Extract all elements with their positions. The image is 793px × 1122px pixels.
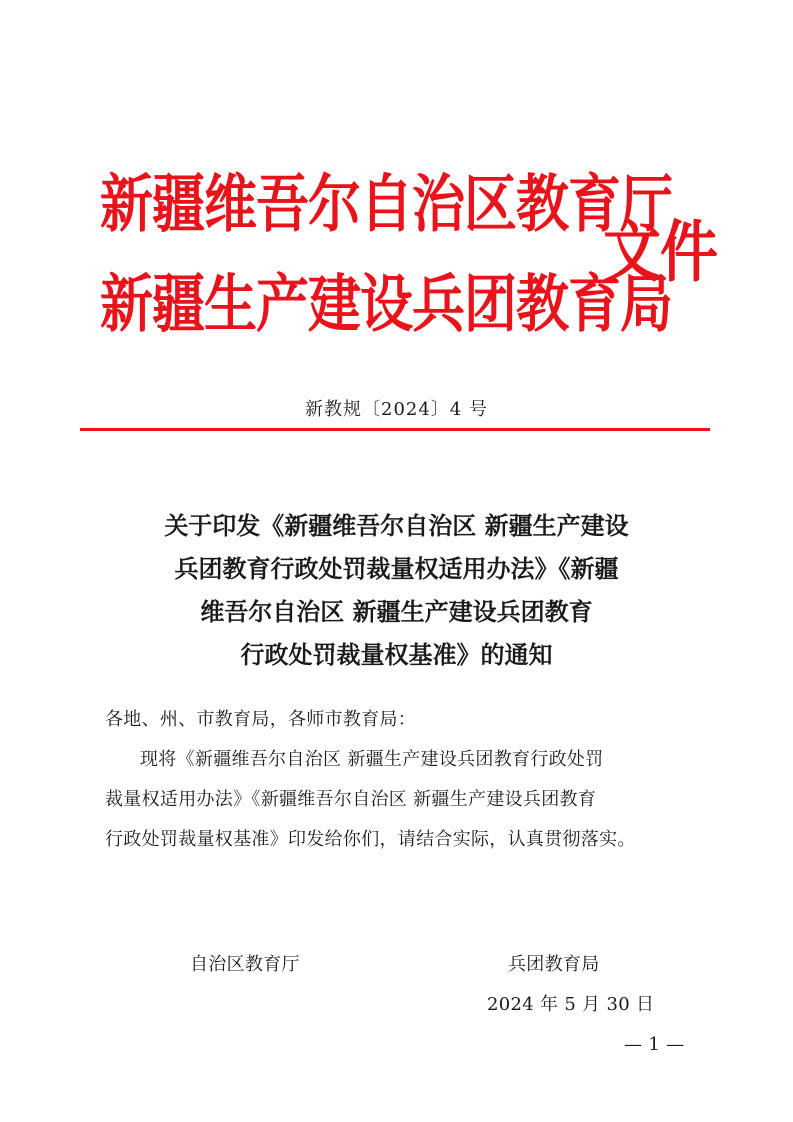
- body-paragraph-line: 行政处罚裁量权基准》印发给你们，请结合实际，认真贯彻落实。: [105, 829, 636, 850]
- body-paragraph-line: 现将《新疆维吾尔自治区 新疆生产建设兵团教育行政处罚: [140, 749, 604, 770]
- signature-date: 2024 年 5 月 30 日: [487, 994, 655, 1015]
- salutation: 各地、州、市教育局，各师市教育局：: [105, 709, 417, 730]
- signer-right: 兵团教育局: [508, 954, 600, 975]
- document-number: 新教规〔2024〕4 号: [305, 399, 488, 420]
- issuer-line-2: 新疆生产建设兵团教育局: [100, 268, 672, 341]
- red-divider-line: [80, 428, 710, 431]
- title-line: 行政处罚裁量权基准》的通知: [240, 641, 553, 669]
- signer-left: 自治区教育厅: [190, 954, 300, 975]
- document-word: 文件: [603, 212, 718, 292]
- title-line: 维吾尔自治区 新疆生产建设兵团教育: [200, 598, 593, 626]
- title-line: 兵团教育行政处罚裁量权适用办法》《新疆: [174, 555, 619, 583]
- page-number: — 1 —: [624, 1034, 685, 1055]
- notice-title: [90, 505, 703, 677]
- title-line: 关于印发《新疆维吾尔自治区 新疆生产建设: [164, 512, 629, 540]
- issuer-line-1: 新疆维吾尔自治区教育厅: [100, 168, 672, 241]
- body-paragraph-line: 裁量权适用办法》《新疆维吾尔自治区 新疆生产建设兵团教育: [105, 789, 597, 810]
